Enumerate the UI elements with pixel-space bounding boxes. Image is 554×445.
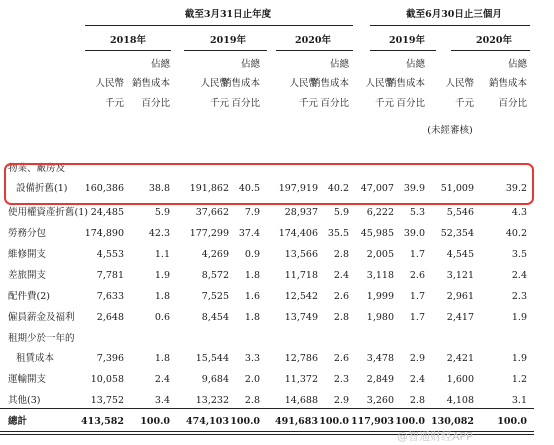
pct-label2-3: 銷售成本 xyxy=(310,78,349,89)
cell-r9-c8: 2.4 xyxy=(409,374,425,385)
cell-r10-c5: 14,688 xyxy=(284,395,318,406)
cell-r2-c9: 5,546 xyxy=(446,207,474,218)
cell-r5-c7: 3,118 xyxy=(366,270,394,281)
period-quarter-rule xyxy=(370,25,530,26)
cell-r10-c8: 2.8 xyxy=(409,395,425,406)
row-label2-1: 設備折舊(1) xyxy=(16,183,68,194)
cell-r10-c2: 3.4 xyxy=(154,395,170,406)
year-rule-2 xyxy=(184,50,267,51)
cell-r3-c4: 37.4 xyxy=(238,228,260,239)
cell-r1-c8: 39.9 xyxy=(403,183,425,194)
cell-r4-c5: 13,566 xyxy=(284,249,318,260)
pct-label3-1: 百分比 xyxy=(141,98,170,109)
cell-r10-c6: 2.9 xyxy=(333,395,349,406)
cell-r5-c2: 1.9 xyxy=(154,270,170,281)
cell-r6-c3: 7,525 xyxy=(201,291,229,302)
row-label-10: 其他(3) xyxy=(8,395,41,406)
unit-rmb-4: 人民幣 xyxy=(365,78,394,89)
total-c2: 100.0 xyxy=(140,416,170,427)
pct-label3-4: 百分比 xyxy=(396,98,425,109)
row-label-2: 使用權資產折舊(1) xyxy=(8,207,88,218)
year-rule-4 xyxy=(370,50,436,51)
cell-r7-c4: 1.8 xyxy=(244,312,260,323)
year-header-4: 2019年 xyxy=(389,35,425,46)
cell-r6-c6: 2.6 xyxy=(333,291,349,302)
pct-label1-2: 佔總 xyxy=(240,59,260,70)
cell-r1-c7: 47,007 xyxy=(360,183,394,194)
total-c4: 100.0 xyxy=(230,416,260,427)
cell-r7-c3: 8,454 xyxy=(201,312,229,323)
unit-rmb-2: 人民幣 xyxy=(200,78,229,89)
highlight-box xyxy=(4,163,534,205)
cell-r5-c3: 8,572 xyxy=(201,270,229,281)
cell-r9-c4: 2.0 xyxy=(244,374,260,385)
cell-r8-c4: 3.3 xyxy=(244,353,260,364)
cell-r4-c7: 2,005 xyxy=(366,249,394,260)
cell-r7-c6: 2.8 xyxy=(333,312,349,323)
cell-r5-c4: 1.8 xyxy=(244,270,260,281)
cell-r5-c8: 2.6 xyxy=(409,270,425,281)
row-label-5: 差旅開支 xyxy=(8,270,47,281)
year-rule-1 xyxy=(85,50,171,51)
pct-label2-5: 銷售成本 xyxy=(488,78,527,89)
cell-r7-c2: 0.6 xyxy=(154,312,170,323)
pct-label1-5: 佔總 xyxy=(507,59,527,70)
cell-r2-c4: 7.9 xyxy=(244,207,260,218)
cell-r7-c8: 1.7 xyxy=(409,312,425,323)
cell-r2-c8: 5.3 xyxy=(409,207,425,218)
unit-thousand-4: 千元 xyxy=(374,98,394,109)
unit-thousand-5: 千元 xyxy=(454,98,474,109)
unit-rmb-3: 人民幣 xyxy=(289,78,318,89)
year-rule-3 xyxy=(276,50,353,51)
cell-r10-c10: 3.1 xyxy=(511,395,527,406)
total-c6: 100.0 xyxy=(319,416,349,427)
unit-thousand-3: 千元 xyxy=(298,98,318,109)
cell-r4-c1: 4,553 xyxy=(96,249,124,260)
cell-r9-c10: 1.2 xyxy=(511,374,527,385)
pct-label3-5: 百分比 xyxy=(498,98,527,109)
cell-r1-c6: 40.2 xyxy=(327,183,349,194)
row-label-9: 運輸開支 xyxy=(8,374,47,385)
cell-r10-c1: 13,752 xyxy=(90,395,124,406)
cell-r1-c5: 197,919 xyxy=(278,183,318,194)
cell-r4-c6: 2.8 xyxy=(333,249,349,260)
cell-r8-c1: 7,396 xyxy=(96,353,124,364)
cell-r2-c3: 37,662 xyxy=(195,207,229,218)
unit-rmb-1: 人民幣 xyxy=(95,78,124,89)
cell-r3-c3: 177,299 xyxy=(189,228,229,239)
cell-r8-c8: 2.9 xyxy=(409,353,425,364)
cell-r1-c1: 160,386 xyxy=(84,183,124,194)
cell-r9-c7: 2,849 xyxy=(366,374,394,385)
cell-r5-c6: 2.4 xyxy=(333,270,349,281)
cell-r1-c2: 38.8 xyxy=(148,183,170,194)
period-annual-rule xyxy=(85,25,353,26)
year-header-5: 2020年 xyxy=(476,35,512,46)
cell-r4-c8: 1.7 xyxy=(409,249,425,260)
cell-r5-c1: 7,781 xyxy=(96,270,124,281)
cell-r1-c3: 191,862 xyxy=(189,183,229,194)
cell-r10-c7: 3,260 xyxy=(366,395,394,406)
year-rule-5 xyxy=(451,50,530,51)
row-label-8: 租期少於一年的 xyxy=(8,333,75,344)
cell-r4-c3: 4,269 xyxy=(201,249,229,260)
cell-r7-c7: 1,980 xyxy=(366,312,394,323)
cell-r3-c9: 52,354 xyxy=(440,228,474,239)
cell-r3-c8: 39.0 xyxy=(403,228,425,239)
row-label-7: 僱員薪金及福利 xyxy=(8,312,75,323)
total-c9: 130,082 xyxy=(431,416,474,427)
cell-r9-c5: 11,372 xyxy=(284,374,318,385)
pct-label1-3: 佔總 xyxy=(329,59,349,70)
year-header-1: 2018年 xyxy=(110,35,146,46)
total-c8: 100.0 xyxy=(395,416,425,427)
total-c5: 491,683 xyxy=(275,416,318,427)
cell-r8-c7: 3,478 xyxy=(366,353,394,364)
row-label2-8: 租賃成本 xyxy=(16,353,55,364)
pct-label1-1: 佔總 xyxy=(150,59,170,70)
row-label-4: 維修開支 xyxy=(8,249,47,260)
cell-r3-c5: 174,406 xyxy=(278,228,318,239)
cell-r8-c6: 2.6 xyxy=(333,353,349,364)
cell-r6-c8: 1.7 xyxy=(409,291,425,302)
total-c7: 117,903 xyxy=(351,416,394,427)
cell-r4-c10: 3.5 xyxy=(511,249,527,260)
pct-label2-2: 銷售成本 xyxy=(221,78,260,89)
cell-r2-c1: 24,485 xyxy=(90,207,124,218)
cell-r6-c2: 1.8 xyxy=(154,291,170,302)
unit-thousand-2: 千元 xyxy=(209,98,229,109)
cell-r1-c9: 51,009 xyxy=(440,183,474,194)
cell-r3-c6: 35.5 xyxy=(327,228,349,239)
total-c3: 474,103 xyxy=(186,416,229,427)
unaudited-note: (未經審核) xyxy=(427,125,473,136)
cell-r6-c5: 12,542 xyxy=(284,291,318,302)
cell-r5-c5: 11,718 xyxy=(284,270,318,281)
cell-r8-c2: 1.8 xyxy=(154,353,170,364)
cell-r7-c1: 2,648 xyxy=(96,312,124,323)
watermark: @智通财经APP xyxy=(397,430,473,443)
cell-r2-c2: 5.9 xyxy=(154,207,170,218)
cell-r7-c5: 13,749 xyxy=(284,312,318,323)
cell-r4-c2: 1.1 xyxy=(154,249,170,260)
pct-label3-3: 百分比 xyxy=(320,98,349,109)
cell-r10-c4: 2.8 xyxy=(244,395,260,406)
period-quarter-header: 截至6月30日止三個月 xyxy=(406,9,502,20)
row-label-6: 配件費(2) xyxy=(8,291,50,302)
cell-r6-c10: 2.3 xyxy=(511,291,527,302)
cell-r4-c4: 0.9 xyxy=(244,249,260,260)
cell-r2-c7: 6,222 xyxy=(366,207,394,218)
total-label: 總計 xyxy=(8,416,28,427)
pct-label3-2: 百分比 xyxy=(231,98,260,109)
cell-r6-c4: 1.6 xyxy=(244,291,260,302)
cell-r4-c9: 4,545 xyxy=(446,249,474,260)
cell-r8-c3: 15,544 xyxy=(195,353,229,364)
cell-r3-c1: 174,890 xyxy=(84,228,124,239)
cell-r8-c9: 2,421 xyxy=(446,353,474,364)
cell-r9-c2: 2.4 xyxy=(154,374,170,385)
cell-r9-c6: 2.3 xyxy=(333,374,349,385)
cell-r9-c1: 10,058 xyxy=(90,374,124,385)
total-top-rule xyxy=(0,408,534,409)
cell-r3-c10: 40.2 xyxy=(505,228,527,239)
cell-r8-c10: 1.9 xyxy=(511,353,527,364)
year-header-2: 2019年 xyxy=(210,35,246,46)
cell-r5-c10: 2.4 xyxy=(511,270,527,281)
cell-r6-c7: 1,999 xyxy=(366,291,394,302)
cell-r2-c6: 5.9 xyxy=(333,207,349,218)
pct-label2-1: 銷售成本 xyxy=(131,78,170,89)
cell-r9-c3: 9,684 xyxy=(201,374,229,385)
cell-r6-c1: 7,633 xyxy=(96,291,124,302)
cell-r1-c4: 40.5 xyxy=(238,183,260,194)
cell-r8-c5: 12,786 xyxy=(284,353,318,364)
pct-label2-4: 銷售成本 xyxy=(386,78,425,89)
cell-r7-c9: 2,417 xyxy=(446,312,474,323)
cell-r9-c9: 1,600 xyxy=(446,374,474,385)
cell-r2-c10: 4.3 xyxy=(511,207,527,218)
cell-r7-c10: 1.9 xyxy=(511,312,527,323)
row-label-1: 物業、廠房及 xyxy=(8,163,66,174)
total-c10: 100.0 xyxy=(497,416,527,427)
cell-r2-c5: 28,937 xyxy=(284,207,318,218)
unit-rmb-5: 人民幣 xyxy=(445,78,474,89)
cell-r5-c9: 3,121 xyxy=(446,270,474,281)
cell-r6-c9: 2,961 xyxy=(446,291,474,302)
pct-label1-4: 佔總 xyxy=(405,59,425,70)
cell-r10-c9: 4,108 xyxy=(446,395,474,406)
cell-r3-c7: 45,985 xyxy=(360,228,394,239)
unit-thousand-1: 千元 xyxy=(104,98,124,109)
row-label-3: 勞務分包 xyxy=(8,228,47,239)
cell-r10-c3: 13,232 xyxy=(195,395,229,406)
period-annual-header: 截至3月31日止年度 xyxy=(184,9,272,20)
cell-r1-c10: 39.2 xyxy=(505,183,527,194)
total-c1: 413,582 xyxy=(81,416,124,427)
cell-r3-c2: 42.3 xyxy=(148,228,170,239)
year-header-3: 2020年 xyxy=(295,35,331,46)
